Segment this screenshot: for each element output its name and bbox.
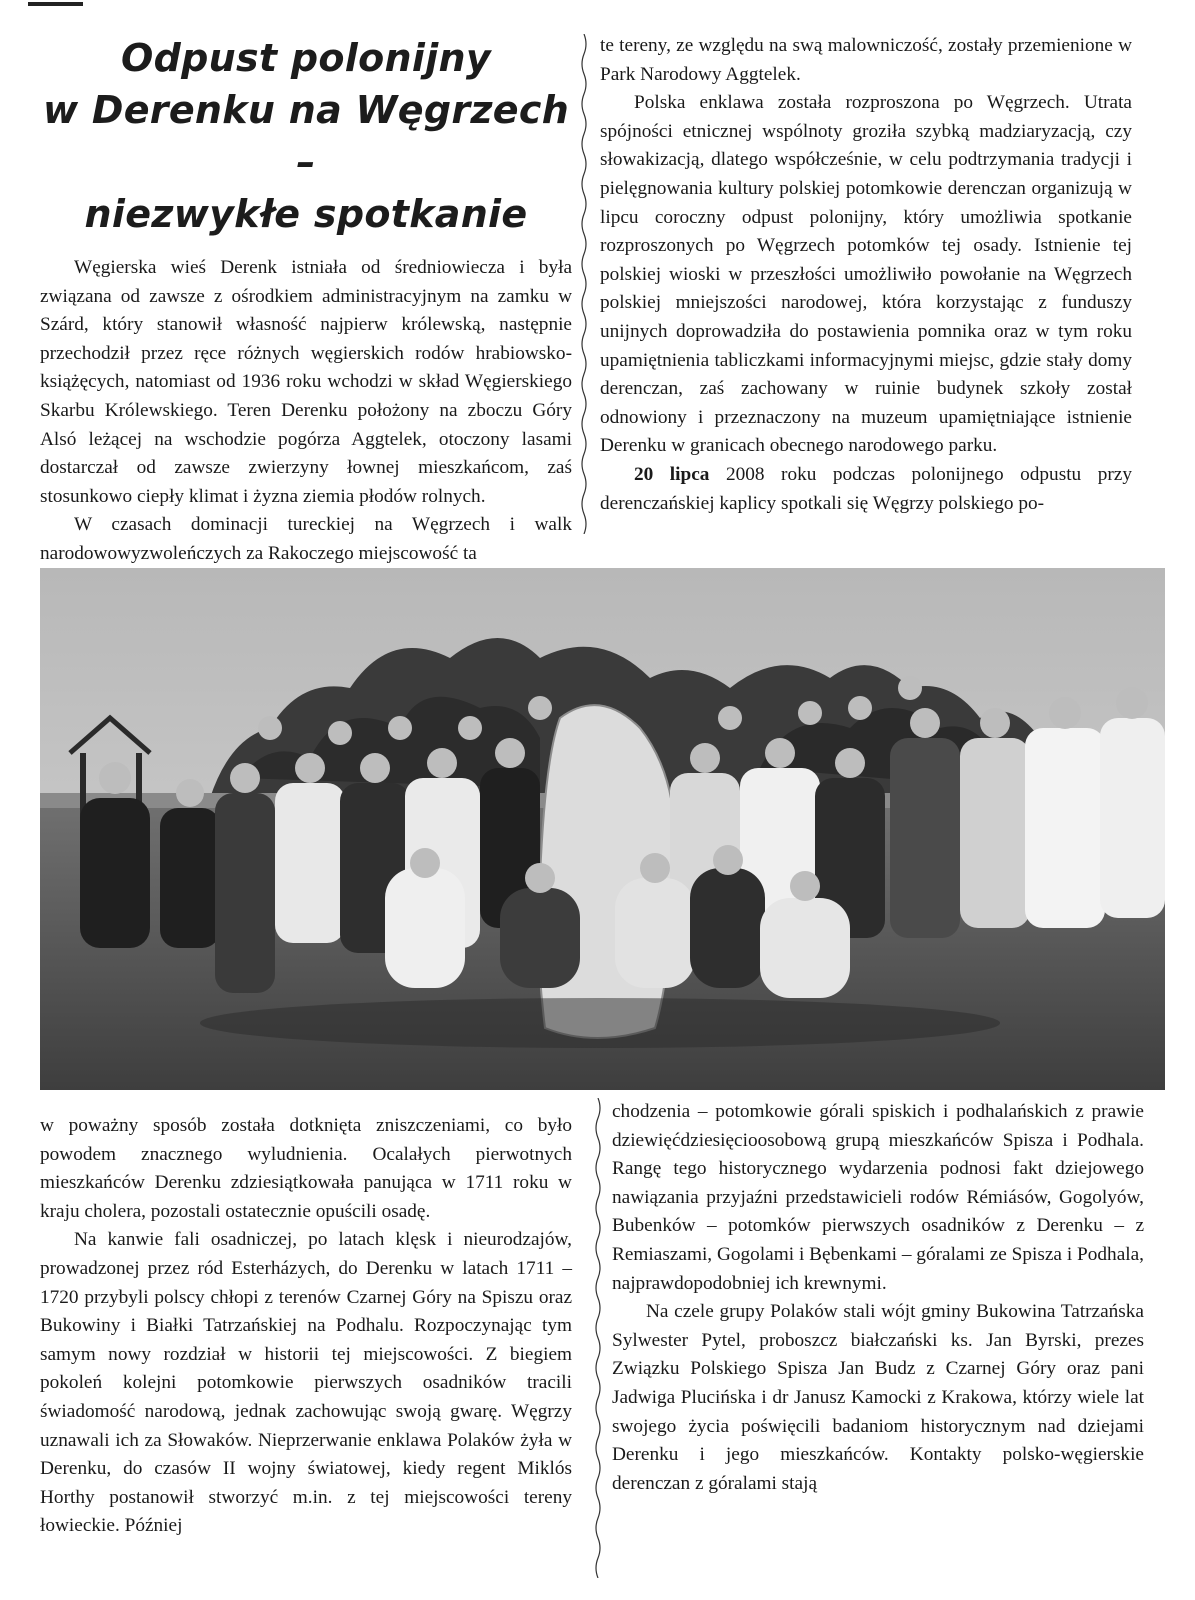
column-top-left <box>40 32 572 569</box>
paragraph: Polska enklawa została rozproszona po Węgrzech. Utrata spójności etnicznej wspólnoty groziła szybką madziaryzacją, czy słowakizacją, dlatego współcześnie, w celu podtrzymania tradycji i pielęgnowania kultury polskiej potomkowie derenczan organizują w lipcu coroczny odpust polonijny, który umożliwia spotkanie rozproszonych po Węgrzech potomków tej osady. Istnienie tej polskiej wioski w przeszłości umożliwiło powołanie na Węgrzech polskiej mniejszości narodowej, która korzystając z funduszy unijnych doprowadziła do postawienia pomnika oraz w tym roku upamiętnienia tabliczkami informacyjnymi miejsc, gdzie stały domy derenczan, zaś zachowany w ruinie budynek szkoły został odnowiony i przeznaczony na muzeum upamiętniające istnienie Derenku w granicach obecnego narodowego parku. <box>600 92 1132 457</box>
article-title <box>40 32 572 240</box>
paragraph: te tereny, ze względu na swą malowniczość, zostały przemienione w Park Narodowy Aggtelek. <box>600 35 1132 85</box>
column-bottom-left <box>40 1112 572 1541</box>
paragraph: Węgierska wieś Derenk istniała od średniowiecza i była związana od zawsze z ośrodkiem administracyjnym na zamku w Szárd, który stanowił własność najpierw królewską, następnie przechodził przez ręce różnych węgierskich rodów hrabiowsko-książęcych, natomiast od 1936 roku wchodzi w skład Węgierskiego Skarbu Królewskiego. Teren Derenku położony na zboczu Góry Alsó leżącej na wschodzie pogórza Aggtelek, otoczony lasami dostarczał od zawsze zwierzyny łownej mieszkańcom, zaś stosunkowo ciepły klimat i żyzna ziemia płodów rolnych. <box>40 257 572 507</box>
paragraph: W czasach dominacji tureckiej na Węgrzech i walk narodowowyzwoleńczych za Rakoczego miejscowość ta <box>40 514 572 564</box>
paragraph: chodzenia – potomkowie górali spiskich i podhalańskich z prawie dziewięćdziesięcioosobową grupą mieszkańców Spisza i Podhala. Rangę tego historycznego wydarzenia podnosi fakt dziejowego nawiązania przyjaźni przedstawicieli rodów Rémiásów, Gogolyów, Bubenków – potomków pierwszych osadników z Derenku – z Remiaszami, Gogolami i Bębenkami – góralami ze Spisza i Podhala, najprawdopodobniej ich krewnymi. <box>612 1101 1144 1294</box>
title-line-2: w Derenku na Węgrzech – <box>42 88 570 184</box>
paragraph: Na kanwie fali osadniczej, po latach klęsk i nieurodzajów, prowadzonej przez ród Esterházych, do Derenku w latach 1711 – 1720 przybyli polscy chłopi z terenów Czarnej Góry na Spiszu oraz Bukowiny i Białki Tatrzańskiej na Podhalu. Rozpoczynając tym samym nowy rozdział w historii tej miejscowości. Z biegiem pokoleń kolejni potomkowie pierwszych osadników tracili świadomość narodową, jednak zachowując swoją gwarę. Węgrzy uznawali ich za Słowaków. Nieprzerwanie enklawa Polaków żyła w Derenku, do czasów II wojny światowej, kiedy regent Miklós Horthy postanowił stworzyć m.in. z tej miejscowości tereny łowieckie. Później <box>40 1229 572 1537</box>
column-divider-bottom <box>592 1098 604 1578</box>
paragraph: Na czele grupy Polaków stali wójt gminy Bukowina Tatrzańska Sylwester Pytel, proboszcz białczański ks. Jan Byrski, prezes Związku Polskiego Spisza Jan Budz z Czarnej Góry oraz pani Jadwiga Plucińska i dr Janusz Kamocki z Krakowa, którzy wiele lat swojego życia poświęcili badaniom historycznym nad dziejami Derenku i jego mieszkańców. Kontakty polsko-węgierskie derenczan z góralami stają <box>612 1301 1144 1494</box>
title-line-3: niezwykłe spotkanie <box>84 192 528 236</box>
paragraph-text: 2008 roku podczas polonijnego odpustu przy derenczańskiej kaplicy spotkali się Węgrzy polskiego po- <box>600 463 1132 514</box>
header-rule <box>28 2 83 6</box>
column-bottom-right <box>612 1098 1144 1498</box>
column-top-right <box>600 32 1132 518</box>
group-photo-drawing <box>40 568 1165 1090</box>
paragraph: w poważny sposób została dotknięta zniszczeniami, co było powodem znacznego wyludnienia. Ocalałych pierwotnych mieszkańców Derenku zdziesiątkowała panująca w 1711 roku w kraju cholera, pozostali ostatecznie opuścili osadę. <box>40 1115 572 1222</box>
paragraph <box>600 461 1132 518</box>
title-line-1: Odpust polonijny <box>121 36 491 80</box>
date-bold: 20 lipca <box>634 463 710 485</box>
group-photo <box>40 568 1165 1090</box>
column-divider-top <box>578 34 590 534</box>
